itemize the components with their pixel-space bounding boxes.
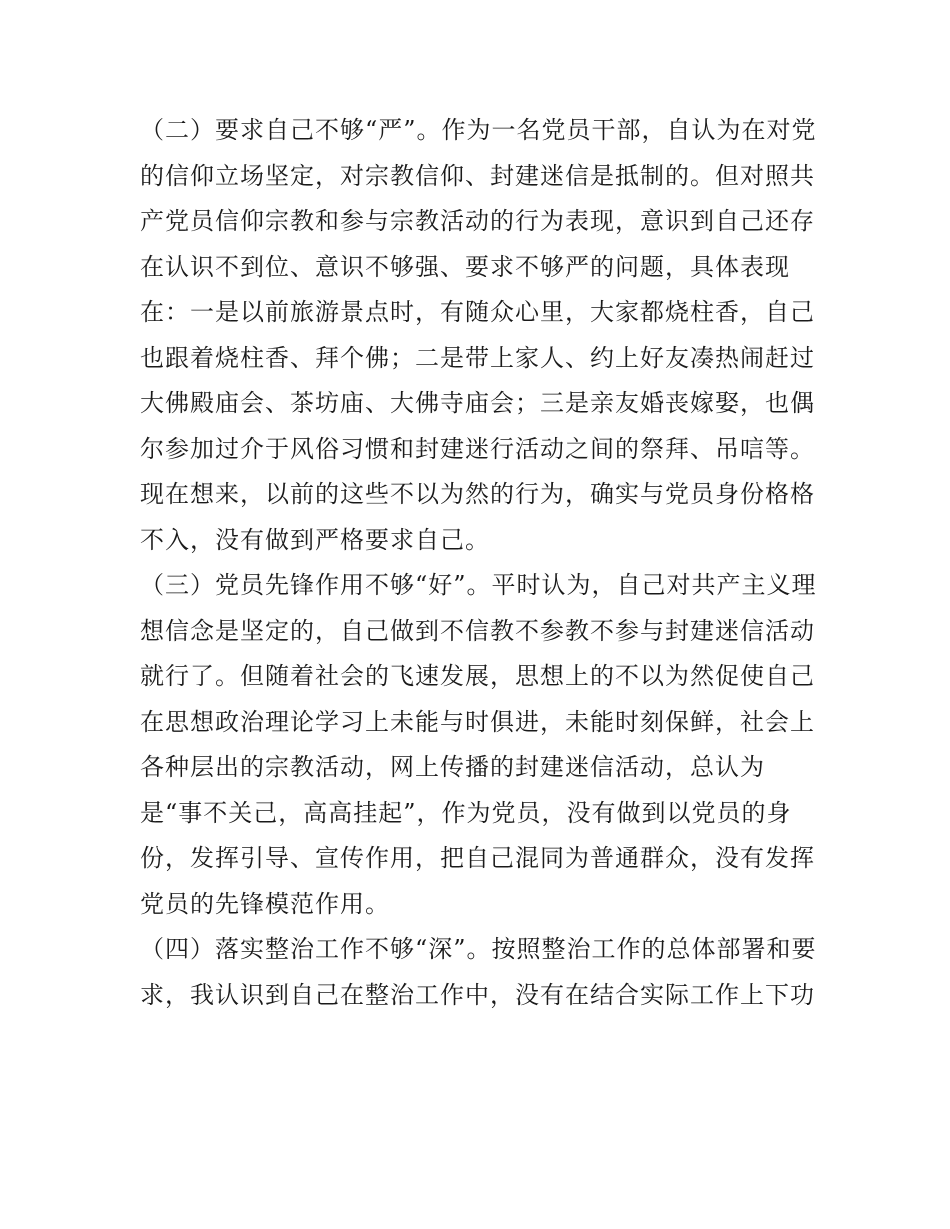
- text-line: 想信念是坚定的，自己做到不信教不参教不参与封建迷信活动: [140, 616, 815, 645]
- text-line: 在思想政治理论学习上未能与时俱进，未能时刻保鲜，社会上: [140, 707, 815, 736]
- document-page: [140, 108, 815, 1018]
- text-line: 不入，没有做到严格要求自己。: [140, 525, 490, 554]
- text-line: 在认识不到位、意识不够强、要求不够严的问题，具体表现: [140, 252, 790, 281]
- text-line: 大佛殿庙会、茶坊庙、大佛寺庙会；三是亲友婚丧嫁娶，也偶: [140, 389, 815, 417]
- text-line: 现在想来，以前的这些不以为然的行为，确实与党员身份格格: [140, 480, 815, 508]
- text-line: 尔参加过介于风俗习惯和封建迷行活动之间的祭拜、吊唁等。: [140, 434, 815, 463]
- text-line: （二）要求自己不够“严”。作为一名党员干部，自认为在对党: [140, 116, 817, 144]
- text-line: 党员的先锋模范作用。: [140, 889, 390, 918]
- text-line: 是“事不关己，高高挂起”，作为党员，没有做到以党员的身: [140, 798, 792, 827]
- text-line: 份，发挥引导、宣传作用，把自己混同为普通群众，没有发挥: [140, 844, 815, 872]
- text-line: 就行了。但随着社会的飞速发展，思想上的不以为然促使自己: [140, 662, 815, 690]
- text-line: 各种层出的宗教活动，网上传播的封建迷信活动，总认为: [140, 753, 765, 781]
- text-line: 产党员信仰宗教和参与宗教活动的行为表现，意识到自己还存: [140, 207, 815, 235]
- text-line: （四）落实整治工作不够“深”。按照整治工作的总体部署和要: [140, 935, 817, 963]
- text-line: 的信仰立场坚定，对宗教信仰、封建迷信是抵制的。但对照共: [140, 161, 815, 190]
- text-line: 求，我认识到自己在整治工作中，没有在结合实际工作上下功: [140, 980, 815, 1009]
- text-line: 在：一是以前旅游景点时，有随众心里，大家都烧柱香，自己: [140, 298, 815, 326]
- text-line: （三）党员先锋作用不够“好”。平时认为，自己对共产主义理: [140, 571, 817, 599]
- text-line: 也跟着烧柱香、拜个佛；二是带上家人、约上好友凑热闹赶过: [140, 343, 815, 372]
